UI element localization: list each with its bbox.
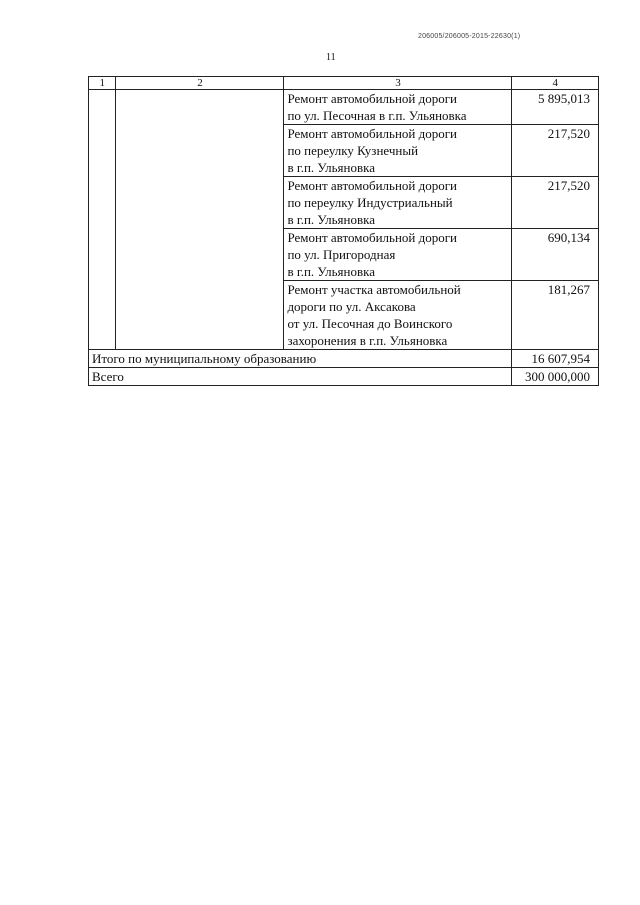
row-amount: 5 895,013 [512,90,599,125]
row-amount: 217,520 [512,177,599,229]
subtotal-label: Итого по муниципальному образованию [89,350,512,368]
row-amount: 217,520 [512,125,599,177]
document-id: 206005/206005-2015-22630(1) [418,33,521,40]
row-amount: 690,134 [512,229,599,281]
column-header-3: 3 [284,77,512,90]
row-description: Ремонт автомобильной дороги по ул. Песочная в г.п. Ульяновка [284,90,512,125]
column-header-4: 4 [512,77,599,90]
subtotal-amount: 16 607,954 [512,350,599,368]
row-amount: 181,267 [512,281,599,350]
page-number: 11 [326,52,336,63]
empty-cell-col1 [89,90,116,350]
total-amount: 300 000,000 [512,368,599,386]
table-header-row [89,77,599,90]
subtotal-row [89,350,599,368]
row-description: Ремонт автомобильной дороги по ул. Пригородная в г.п. Ульяновка [284,229,512,281]
row-description: Ремонт автомобильной дороги по переулку Индустриальный в г.п. Ульяновка [284,177,512,229]
budget-table [88,76,599,386]
total-row [89,368,599,386]
total-label: Всего [89,368,512,386]
column-header-2: 2 [116,77,284,90]
row-description: Ремонт автомобильной дороги по переулку Кузнечный в г.п. Ульяновка [284,125,512,177]
empty-cell-col2 [116,90,284,350]
table-row [89,90,599,125]
row-description: Ремонт участка автомобильной дороги по ул. Аксакова от ул. Песочная до Воинского захоронения в г.п. Ульяновка [284,281,512,350]
column-header-1: 1 [89,77,116,90]
